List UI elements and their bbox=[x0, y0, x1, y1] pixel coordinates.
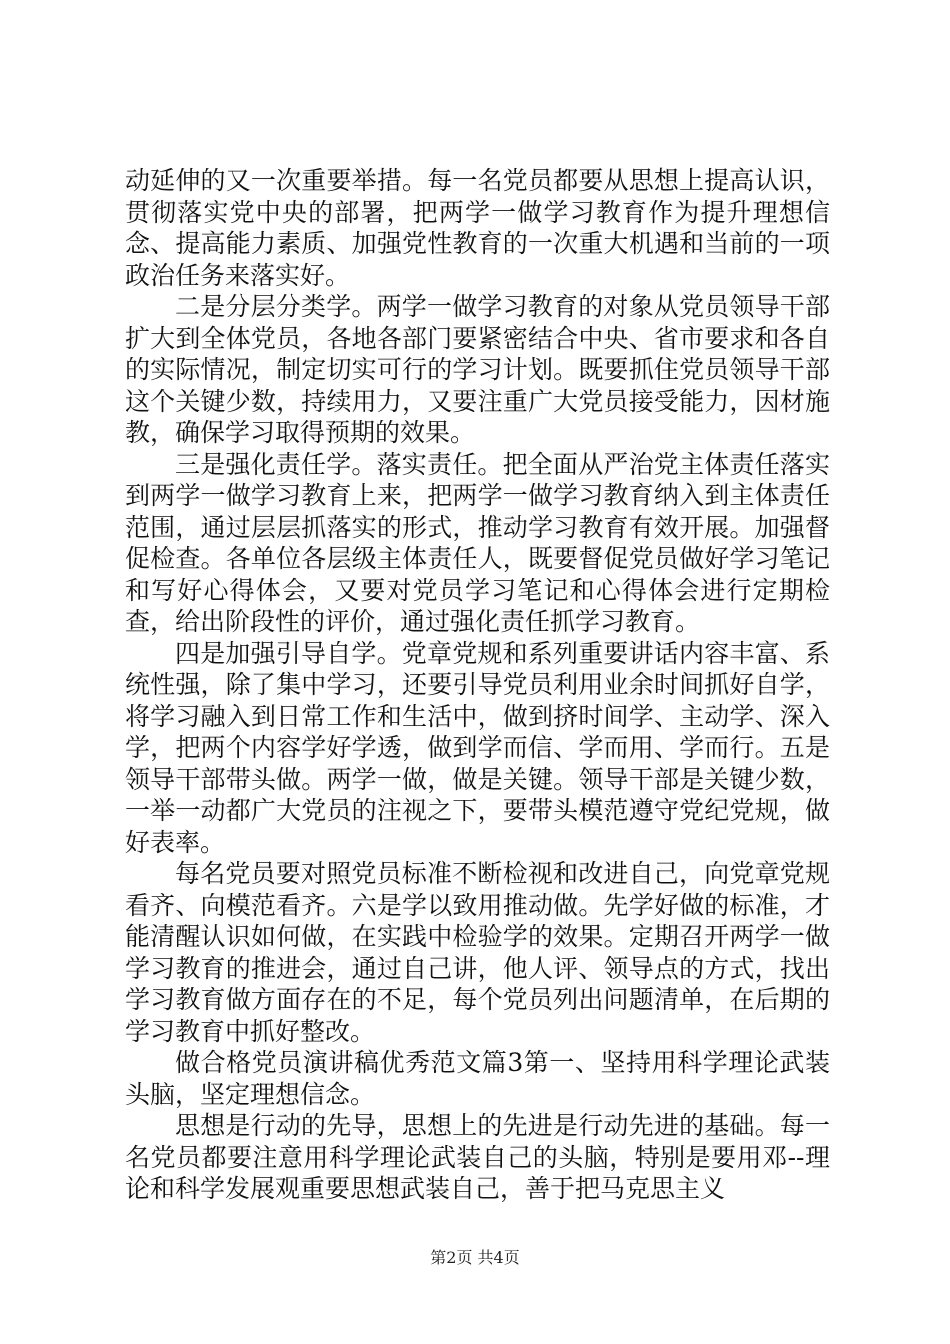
page-number-label: 第2页 共4页 bbox=[430, 1248, 520, 1267]
paragraph-3: 三是强化责任学。落实责任。把全面从严治党主体责任落实到两学一做学习教育上来，把两学一做学习教育纳入到主体责任范围，通过层层抓落实的形式，推动学习教育有效开展。加强督促检查。各单位各层级主体责任人，既要督促党员做好学习笔记和写好心得体会，又要对党员学习笔记和心得体会进行定期检查，给出阶段性的评价，通过强化责任抓学习教育。 bbox=[125, 449, 830, 636]
paragraph-4: 四是加强引导自学。党章党规和系列重要讲话内容丰富、系统性强，除了集中学习，还要引导党员利用业余时间抓好自学，将学习融入到日常工作和生活中，做到挤时间学、主动学、深入学，把两个内容学好学透，做到学而信、学而用、学而行。五是领导干部带头做。两学一做，做是关键。领导干部是关键少数，一举一动都广大党员的注视之下，要带头模范遵守党纪党规，做好表率。 bbox=[125, 638, 830, 857]
paragraph-6: 做合格党员演讲稿优秀范文篇3第一、坚持用科学理论武装头脑，坚定理想信念。 bbox=[125, 1048, 830, 1109]
paragraph-5: 每名党员要对照党员标准不断检视和改进自己，向党章党规看齐、向模范看齐。六是学以致用推动做。先学好做的标准，才能清醒认识如何做，在实践中检验学的效果。定期召开两学一做学习教育的推进会，通过自己讲，他人评、领导点的方式，找出学习教育做方面存在的不足，每个党员列出问题清单，在后期的学习教育中抓好整改。 bbox=[125, 859, 830, 1046]
page-footer bbox=[0, 1245, 950, 1268]
paragraph-7: 思想是行动的先导，思想上的先进是行动先进的基础。每一名党员都要注意用科学理论武装自己的头脑，特别是要用邓--理论和科学发展观重要思想武装自己，善于把马克思主义 bbox=[125, 1111, 830, 1203]
paragraph-1: 动延伸的又一次重要举措。每一名党员都要从思想上提高认识，贯彻落实党中央的部署，把两学一做学习教育作为提升理想信念、提高能力素质、加强党性教育的一次重大机遇和当前的一项政治任务来落实好。 bbox=[125, 166, 830, 290]
paragraph-2: 二是分层分类学。两学一做学习教育的对象从党员领导干部扩大到全体党员，各地各部门要紧密结合中央、省市要求和各自的实际情况，制定切实可行的学习计划。既要抓住党员领导干部这个关键少数，持续用力，又要注重广大党员接受能力，因材施教，确保学习取得预期的效果。 bbox=[125, 292, 830, 447]
document-body bbox=[125, 165, 830, 1205]
